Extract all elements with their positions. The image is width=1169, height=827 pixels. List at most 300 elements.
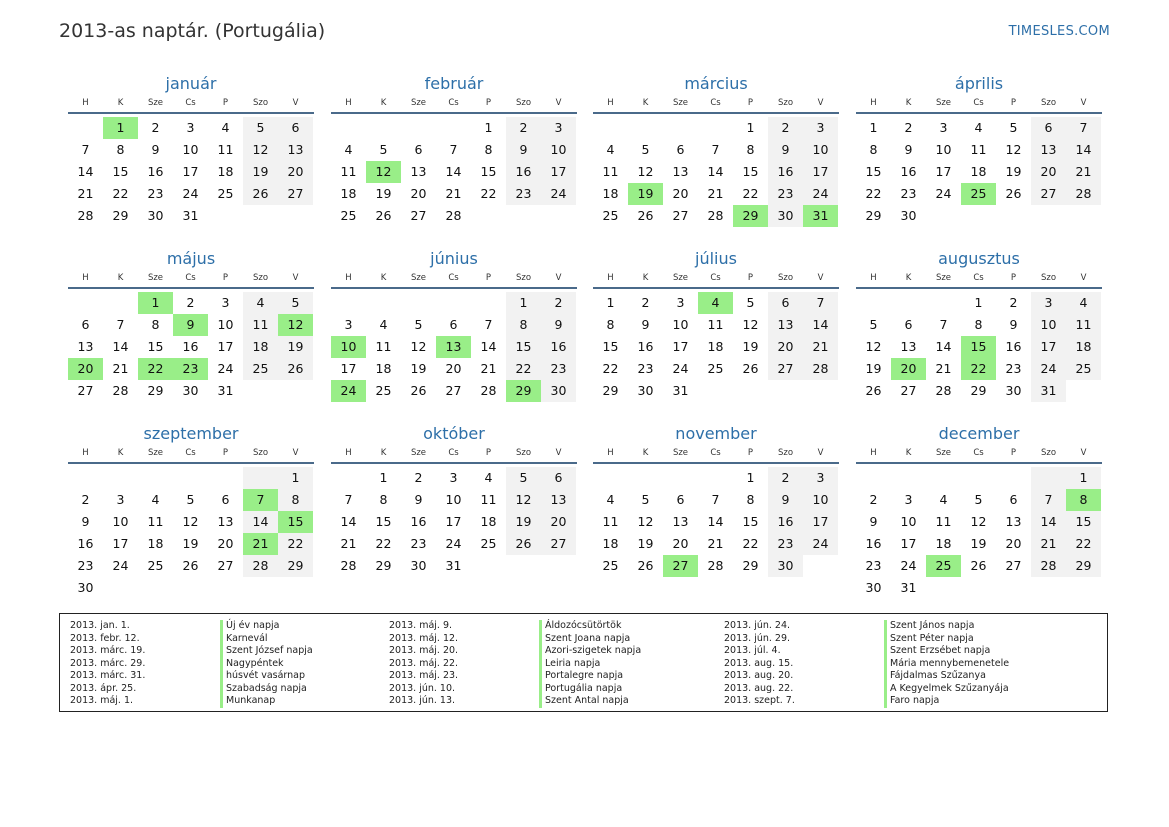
day-cell: 24 <box>112 558 129 573</box>
weekday-label: H <box>345 448 352 458</box>
day-cell: 28 <box>935 383 952 398</box>
weekday-label: P <box>222 273 229 283</box>
month-name: március <box>684 74 748 93</box>
week-row <box>593 533 839 555</box>
day-cell: 17 <box>541 161 576 183</box>
weekday-label: Sze <box>935 98 952 108</box>
day-cell: 14 <box>445 164 462 179</box>
week-row <box>593 511 839 533</box>
weekday-label: Szo <box>777 273 794 283</box>
holiday-date: 2013. máj. 23. <box>389 670 459 681</box>
day-cell: 30 <box>182 383 199 398</box>
day-cell: 30 <box>768 205 803 227</box>
day-cell: 11 <box>935 514 952 529</box>
day-cell: 18 <box>243 336 278 358</box>
week-row <box>331 380 577 402</box>
weekday-label: Cs <box>448 448 459 458</box>
holiday-name: Szent Péter napja <box>884 633 1009 646</box>
week-row <box>856 292 1102 314</box>
empty-cell <box>733 380 768 402</box>
day-cell: 4 <box>606 142 615 157</box>
day-cell: 2 <box>186 295 195 310</box>
day-cell: 18 <box>1066 336 1101 358</box>
day-cell: 1 <box>746 470 755 485</box>
day-cell: 8 <box>506 314 541 336</box>
day-cell: 28 <box>480 383 497 398</box>
empty-cell <box>803 380 838 402</box>
day-cell: 15 <box>742 514 759 529</box>
page-title: 2013-as naptár. (Portugália) <box>59 20 326 42</box>
day-cell: 30 <box>865 580 882 595</box>
day-cell: 26 <box>243 183 278 205</box>
holiday-day-cell: 1 <box>138 292 173 314</box>
day-cell: 16 <box>410 514 427 529</box>
weekday-label: P <box>747 448 754 458</box>
holiday-day-cell: 12 <box>278 314 313 336</box>
holiday-date: 2013. máj. 1. <box>70 695 134 706</box>
holiday-date: 2013. márc. 31. <box>70 670 146 681</box>
day-cell: 7 <box>939 317 948 332</box>
day-cell: 3 <box>904 492 913 507</box>
day-cell: 1 <box>379 470 388 485</box>
day-cell: 14 <box>935 339 952 354</box>
weekday-label: Szo <box>1040 273 1057 283</box>
day-cell: 8 <box>484 142 493 157</box>
day-cell: 26 <box>506 533 541 555</box>
day-cell: 18 <box>340 186 357 201</box>
empty-cell <box>698 467 733 489</box>
day-cell: 15 <box>147 339 164 354</box>
day-cell: 5 <box>1009 120 1018 135</box>
day-cell: 6 <box>449 317 458 332</box>
weekday-label: Szo <box>777 98 794 108</box>
day-cell: 22 <box>278 533 313 555</box>
day-cell: 7 <box>484 317 493 332</box>
week-row <box>331 292 577 314</box>
day-cell: 1 <box>484 120 493 135</box>
day-cell: 23 <box>637 361 654 376</box>
day-cell: 13 <box>672 514 689 529</box>
day-cell: 5 <box>278 292 313 314</box>
holiday-name: Új év napja <box>220 620 313 633</box>
weekday-label: Sze <box>672 273 689 283</box>
empty-cell <box>243 577 278 599</box>
day-cell: 25 <box>602 558 619 573</box>
day-cell: 27 <box>410 208 427 223</box>
holiday-date: 2013. jún. 24. <box>724 620 791 631</box>
weekday-label: V <box>1080 448 1087 458</box>
day-cell: 23 <box>147 186 164 201</box>
day-cell: 10 <box>803 489 838 511</box>
day-cell: 4 <box>221 120 230 135</box>
holiday-date: 2013. ápr. 25. <box>70 682 137 694</box>
empty-cell <box>243 205 278 227</box>
empty-cell <box>926 577 961 599</box>
empty-cell <box>471 292 506 314</box>
holiday-date: 2013. jún. 13. <box>389 695 456 706</box>
holiday-day-cell: 22 <box>138 358 173 380</box>
weekday-header <box>68 445 314 464</box>
month-1 <box>68 73 314 227</box>
holiday-day-cell: 8 <box>1066 489 1101 511</box>
week-row <box>593 183 839 205</box>
day-cell: 21 <box>445 186 462 201</box>
day-cell: 11 <box>375 339 392 354</box>
holiday-dates-col2 <box>389 620 458 708</box>
day-cell: 28 <box>445 208 462 223</box>
holiday-dates-col3 <box>724 620 795 708</box>
day-cell: 11 <box>217 142 234 157</box>
weekday-label: V <box>817 448 824 458</box>
day-cell: 18 <box>480 514 497 529</box>
weekday-header <box>593 95 839 114</box>
empty-cell <box>926 467 961 489</box>
day-cell: 19 <box>375 186 392 201</box>
day-cell: 28 <box>803 358 838 380</box>
empty-cell <box>698 117 733 139</box>
day-cell: 5 <box>974 492 983 507</box>
weekday-label: P <box>485 98 492 108</box>
month-name: október <box>423 424 485 443</box>
day-cell: 16 <box>637 339 654 354</box>
holiday-name: Portugália napja <box>539 683 641 696</box>
day-cell: 7 <box>449 142 458 157</box>
day-cell: 10 <box>445 492 462 507</box>
day-cell: 23 <box>865 558 882 573</box>
day-cell: 28 <box>112 383 129 398</box>
day-cell: 22 <box>506 358 541 380</box>
empty-cell <box>471 205 506 227</box>
month-11 <box>593 423 839 577</box>
day-cell: 28 <box>77 208 94 223</box>
month-8 <box>856 248 1102 402</box>
day-cell: 16 <box>865 536 882 551</box>
empty-cell <box>663 117 698 139</box>
day-cell: 4 <box>939 492 948 507</box>
day-cell: 13 <box>541 489 576 511</box>
day-cell: 27 <box>768 358 803 380</box>
empty-cell <box>103 292 138 314</box>
day-cell: 11 <box>602 514 619 529</box>
week-row <box>331 555 577 577</box>
weekday-label: Cs <box>710 448 721 458</box>
empty-cell <box>208 205 243 227</box>
day-cell: 16 <box>147 164 164 179</box>
weekday-header <box>593 270 839 289</box>
day-cell: 11 <box>243 314 278 336</box>
week-row <box>593 292 839 314</box>
weekday-label: H <box>345 273 352 283</box>
weekday-label: V <box>817 98 824 108</box>
day-cell: 24 <box>935 186 952 201</box>
day-cell: 5 <box>243 117 278 139</box>
weekday-header <box>331 445 577 464</box>
day-cell: 8 <box>278 489 313 511</box>
holiday-day-cell: 25 <box>926 555 961 577</box>
day-cell: 17 <box>803 511 838 533</box>
day-cell: 21 <box>112 361 129 376</box>
week-row <box>68 183 314 205</box>
day-cell: 24 <box>672 361 689 376</box>
holiday-name: Szent János napja <box>884 620 1009 633</box>
month-name: július <box>695 249 737 268</box>
day-cell: 24 <box>217 361 234 376</box>
weekday-label: V <box>555 273 562 283</box>
day-cell: 29 <box>602 383 619 398</box>
empty-cell <box>856 467 891 489</box>
month-name: május <box>166 249 216 268</box>
weekday-label: K <box>117 98 124 108</box>
month-10 <box>331 423 577 577</box>
day-cell: 17 <box>340 361 357 376</box>
week-row <box>856 336 1102 358</box>
day-cell: 11 <box>970 142 987 157</box>
day-cell: 20 <box>445 361 462 376</box>
weekday-label: Szo <box>515 273 532 283</box>
empty-cell <box>996 577 1031 599</box>
week-row <box>331 511 577 533</box>
holiday-name: Áldozócsütörtök <box>539 620 641 633</box>
weekday-label: Sze <box>147 98 164 108</box>
day-cell: 26 <box>637 558 654 573</box>
week-row <box>68 358 314 380</box>
day-cell: 8 <box>974 317 983 332</box>
empty-cell <box>856 292 891 314</box>
day-cell: 30 <box>147 208 164 223</box>
day-cell: 21 <box>935 361 952 376</box>
weekday-label: Cs <box>185 273 196 283</box>
empty-cell <box>366 292 401 314</box>
day-cell: 26 <box>182 558 199 573</box>
day-cell: 10 <box>935 142 952 157</box>
holiday-day-cell: 29 <box>506 380 541 402</box>
day-cell: 22 <box>742 536 759 551</box>
day-cell: 6 <box>278 117 313 139</box>
day-cell: 30 <box>1005 383 1022 398</box>
day-cell: 18 <box>970 164 987 179</box>
day-cell: 17 <box>217 339 234 354</box>
day-cell: 1 <box>506 292 541 314</box>
week-row <box>856 555 1102 577</box>
day-cell: 12 <box>970 514 987 529</box>
empty-cell <box>961 205 996 227</box>
day-cell: 27 <box>541 533 576 555</box>
week-row <box>68 533 314 555</box>
day-cell: 26 <box>278 358 313 380</box>
holiday-name: Szabadság napja <box>220 683 313 696</box>
day-cell: 6 <box>414 142 423 157</box>
day-cell: 20 <box>410 186 427 201</box>
weekday-label: Sze <box>672 448 689 458</box>
day-cell: 11 <box>340 164 357 179</box>
weekday-label: Sze <box>672 98 689 108</box>
day-cell: 26 <box>742 361 759 376</box>
weekday-label: Cs <box>973 448 984 458</box>
day-cell: 20 <box>541 511 576 533</box>
week-row <box>331 205 577 227</box>
weekday-header <box>331 95 577 114</box>
weekday-label: K <box>380 273 387 283</box>
empty-cell <box>698 380 733 402</box>
day-cell: 13 <box>1005 514 1022 529</box>
weekday-label: P <box>222 448 229 458</box>
day-cell: 13 <box>768 314 803 336</box>
holiday-name: Szent Erzsébet napja <box>884 645 1009 658</box>
holiday-name: Mária mennybemenetele <box>884 658 1009 671</box>
site-link[interactable]: TIMESLES.COM <box>1008 24 1110 39</box>
weekday-header <box>856 445 1102 464</box>
empty-cell <box>961 577 996 599</box>
day-cell: 11 <box>707 317 724 332</box>
day-cell: 6 <box>676 142 685 157</box>
week-row <box>593 117 839 139</box>
day-cell: 13 <box>77 339 94 354</box>
day-cell: 5 <box>379 142 388 157</box>
weekday-label: Sze <box>410 448 427 458</box>
weekday-label: K <box>905 98 912 108</box>
holiday-day-cell: 31 <box>803 205 838 227</box>
empty-cell <box>1031 577 1066 599</box>
weekday-label: Cs <box>185 98 196 108</box>
day-cell: 20 <box>278 161 313 183</box>
day-cell: 14 <box>480 339 497 354</box>
day-cell: 10 <box>541 139 576 161</box>
day-cell: 7 <box>803 292 838 314</box>
empty-cell <box>331 117 366 139</box>
weekday-label: Cs <box>710 98 721 108</box>
day-cell: 25 <box>217 186 234 201</box>
week-row <box>68 205 314 227</box>
day-cell: 22 <box>602 361 619 376</box>
holiday-names-col3 <box>884 620 1009 708</box>
day-cell: 31 <box>445 558 462 573</box>
weekday-header <box>856 95 1102 114</box>
day-cell: 8 <box>869 142 878 157</box>
month-12 <box>856 423 1102 599</box>
day-cell: 22 <box>112 186 129 201</box>
day-cell: 30 <box>768 555 803 577</box>
day-cell: 18 <box>147 536 164 551</box>
day-cell: 14 <box>803 314 838 336</box>
day-cell: 16 <box>1005 339 1022 354</box>
weekday-label: K <box>642 98 649 108</box>
day-cell: 29 <box>278 555 313 577</box>
day-cell: 30 <box>637 383 654 398</box>
weekday-label: P <box>222 98 229 108</box>
day-cell: 10 <box>900 514 917 529</box>
day-cell: 3 <box>344 317 353 332</box>
week-row <box>68 489 314 511</box>
day-cell: 26 <box>637 208 654 223</box>
day-cell: 7 <box>1066 117 1101 139</box>
week-row <box>68 467 314 489</box>
day-cell: 22 <box>480 186 497 201</box>
day-cell: 10 <box>182 142 199 157</box>
weekday-label: P <box>747 98 754 108</box>
empty-cell <box>663 467 698 489</box>
holiday-dates-col1 <box>70 620 145 708</box>
day-cell: 24 <box>803 183 838 205</box>
weekday-label: P <box>1010 98 1017 108</box>
weekday-label: Sze <box>147 273 164 283</box>
week-row <box>593 336 839 358</box>
holiday-names-col2 <box>539 620 641 708</box>
day-cell: 6 <box>1009 492 1018 507</box>
weekday-label: K <box>642 448 649 458</box>
empty-cell <box>593 117 628 139</box>
day-cell: 19 <box>506 511 541 533</box>
holiday-day-cell: 10 <box>331 336 366 358</box>
empty-cell <box>541 205 576 227</box>
holiday-day-cell: 7 <box>243 489 278 511</box>
day-cell: 25 <box>243 358 278 380</box>
holiday-name: Fájdalmas Szűzanya <box>884 670 1009 683</box>
day-cell: 17 <box>900 536 917 551</box>
month-2 <box>331 73 577 227</box>
day-cell: 9 <box>81 514 90 529</box>
day-cell: 11 <box>480 492 497 507</box>
week-row <box>856 205 1102 227</box>
weekday-label: V <box>1080 273 1087 283</box>
day-cell: 19 <box>970 536 987 551</box>
day-cell: 15 <box>602 339 619 354</box>
day-cell: 30 <box>410 558 427 573</box>
day-cell: 29 <box>375 558 392 573</box>
empty-cell <box>436 292 471 314</box>
weekday-label: Cs <box>973 98 984 108</box>
weekday-header <box>68 95 314 114</box>
weekday-label: V <box>1080 98 1087 108</box>
week-row <box>68 117 314 139</box>
day-cell: 1 <box>746 120 755 135</box>
day-cell: 25 <box>147 558 164 573</box>
day-cell: 25 <box>602 208 619 223</box>
day-cell: 31 <box>900 580 917 595</box>
day-cell: 23 <box>768 533 803 555</box>
weekday-label: Szo <box>515 448 532 458</box>
day-cell: 21 <box>77 186 94 201</box>
holiday-day-cell: 25 <box>961 183 996 205</box>
weekday-label: Sze <box>410 273 427 283</box>
weekday-label: P <box>485 273 492 283</box>
day-cell: 8 <box>606 317 615 332</box>
empty-cell <box>891 292 926 314</box>
day-cell: 12 <box>182 514 199 529</box>
day-cell: 16 <box>900 164 917 179</box>
day-cell: 23 <box>77 558 94 573</box>
day-cell: 12 <box>865 339 882 354</box>
day-cell: 24 <box>803 533 838 555</box>
day-cell: 20 <box>672 186 689 201</box>
day-cell: 12 <box>1005 142 1022 157</box>
holiday-date: 2013. jún. 29. <box>724 632 791 644</box>
day-cell: 13 <box>410 164 427 179</box>
empty-cell <box>401 117 436 139</box>
empty-cell <box>68 292 103 314</box>
holiday-date: 2013. máj. 9. <box>389 620 453 631</box>
day-cell: 23 <box>541 358 576 380</box>
day-cell: 26 <box>1005 186 1022 201</box>
day-cell: 4 <box>1066 292 1101 314</box>
day-cell: 26 <box>410 383 427 398</box>
week-row <box>593 314 839 336</box>
day-cell: 19 <box>637 536 654 551</box>
day-cell: 16 <box>182 339 199 354</box>
weekday-label: Cs <box>185 448 196 458</box>
week-row <box>856 489 1102 511</box>
weekday-label: Szo <box>515 98 532 108</box>
day-cell: 11 <box>602 164 619 179</box>
